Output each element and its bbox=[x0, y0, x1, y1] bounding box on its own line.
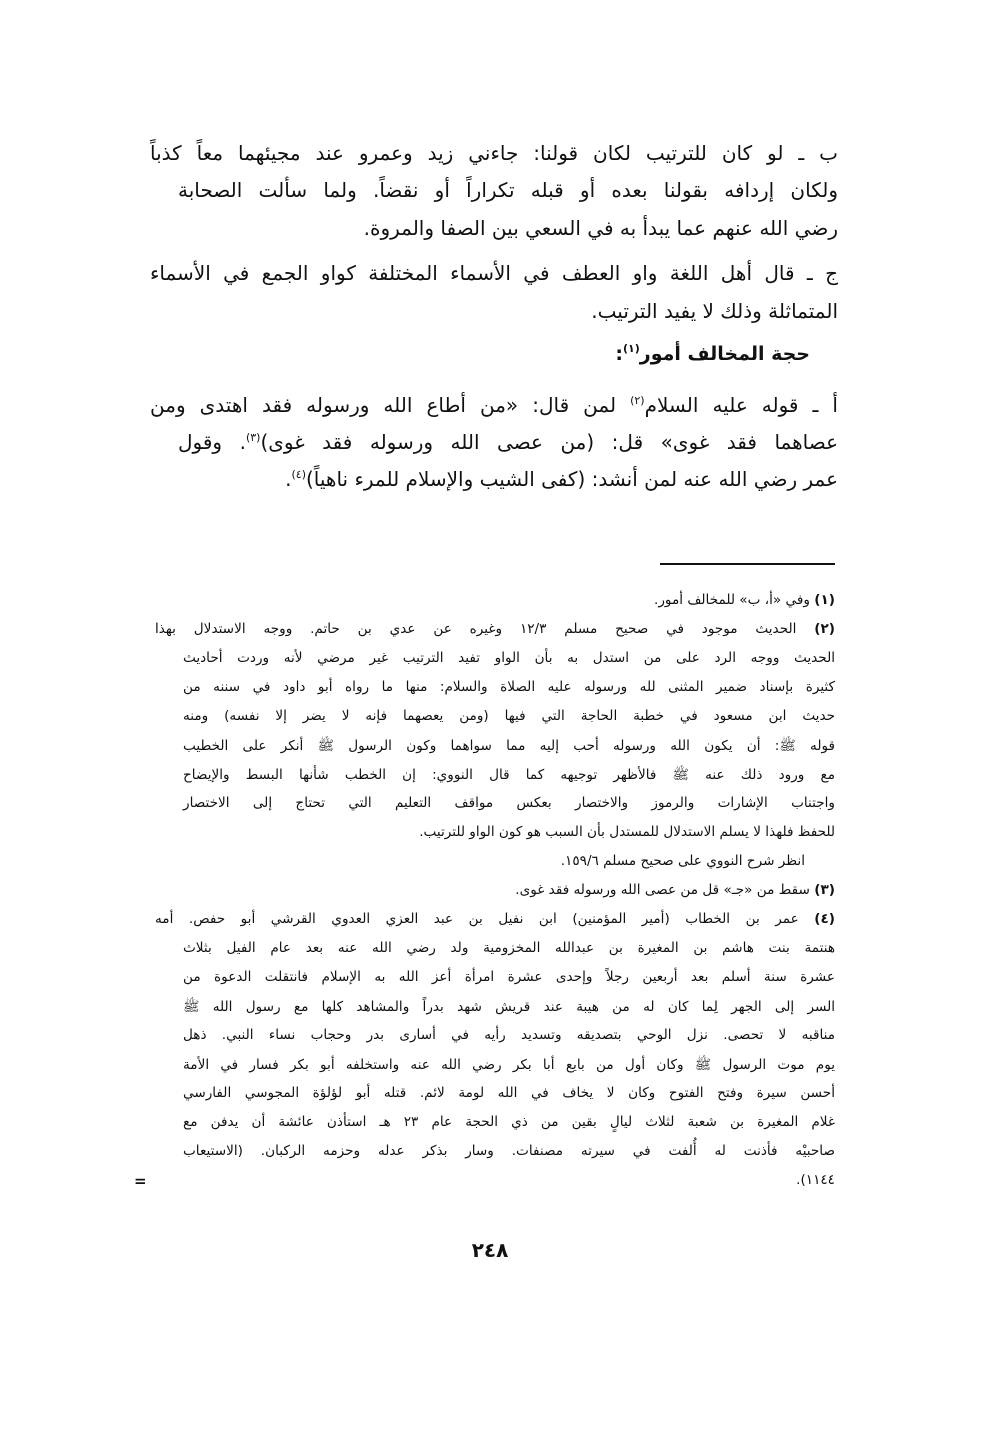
text-run: . وقول bbox=[178, 430, 246, 454]
main-line: رضي الله عنهم عما يبدأ به في السعي بين الصفا والمروة. bbox=[363, 216, 838, 240]
footnote-line: للحفظ فلهذا لا يسلم الاستدلال للمستدل بأن السبب هو كون الواو للترتيب. bbox=[419, 824, 835, 840]
footnote-3 bbox=[155, 882, 835, 898]
text-run: عصاهما فقد غوى» قل: (من عصى الله ورسوله فقد غوى) bbox=[260, 430, 839, 454]
footnote-line: غلام المغيرة بن شعبة لثلاث ليالٍ بقين من ذي الحجة عام ٢٣ هـ استأذن عائشة أن يدفن مع bbox=[183, 1114, 835, 1130]
footnote-line: انظر شرح النووي على صحيح مسلم ١٥٩/٦. bbox=[560, 853, 805, 869]
footnote-4 bbox=[155, 911, 835, 927]
footnote-number: (٤) bbox=[814, 911, 835, 927]
footnote-separator bbox=[660, 563, 835, 565]
footnote-ref: (٤) bbox=[291, 468, 306, 481]
footnote-line: ١١٤٤). bbox=[796, 1172, 835, 1188]
main-line: ولكان إردافه بقولنا بعده أو قبله تكراراً أو نقضاً. ولما سألت الصحابة bbox=[178, 178, 838, 202]
footnote-line: واجتناب الإشارات والرموز والاختصار بعكس مواقف التعليم التي تحتاج إلى الاختصار bbox=[183, 795, 835, 811]
footnote-2 bbox=[155, 621, 835, 637]
footnote-line: مناقبه لا تحصى. نزل الوحي بتصديقه وتسديد رأيه في أسارى بدر وحجاب نساء النبي. ذهل bbox=[183, 1027, 835, 1043]
footnote-line: السر إلى الجهر لِما كان له من هيبة عند قريش شهد بدراً والمشاهد كلها مع رسول الله ﷺ bbox=[183, 999, 835, 1015]
text-run: . bbox=[285, 467, 292, 491]
footnote-line: صاحبيْه فأذنت له أُلفت في سيرته مصنفات. وسار بذكر عدله وحزمه الركبان. (الاستيعاب bbox=[183, 1143, 835, 1159]
continuation-mark: = bbox=[134, 1172, 147, 1190]
main-line bbox=[178, 430, 838, 454]
text-run: عمر رضي الله عنه لمن أنشد: (كفى الشيب والإسلام للمرء ناهياً) bbox=[305, 467, 838, 491]
text-run: أ ـ قوله عليه السلام bbox=[644, 393, 838, 417]
footnote-number: (١) bbox=[814, 592, 835, 608]
footnote-line: قوله ﷺ: أن يكون الله ورسوله أحب إليه مما سواهما وكون الرسول ﷺ أنكر على الخطيب bbox=[183, 738, 835, 754]
footnote-line: عشرة سنة أسلم بعد أربعين رجلاً وإحدى عشرة امرأة أعز الله به الإسلام فانتقلت الدعوة من bbox=[183, 969, 835, 985]
footnote-number: (٣) bbox=[814, 882, 835, 898]
main-line: المتماثلة وذلك لا يفيد الترتيب. bbox=[591, 299, 838, 323]
footnote-line: يوم موت الرسول ﷺ وكان أول من بايع أبا بكر رضي الله عنه واستخلفه أبو بكر فسار في الأمة bbox=[183, 1057, 835, 1073]
text-run: لمن قال: «من أطاع الله ورسوله فقد اهتدى ومن bbox=[150, 393, 631, 417]
footnote-text: سقط من «جـ» قل من عصى الله ورسوله فقد غوى. bbox=[515, 882, 810, 898]
footnote-line: حديث ابن مسعود في خطبة الحاجة التي فيها (ومن يعصهما فإنه لا يضر إلا نفسه) ومنه bbox=[183, 708, 835, 724]
heading-text: حجة المخالف أمور bbox=[639, 343, 810, 365]
footnote-text: وفي «أ، ب» للمخالف أمور. bbox=[654, 592, 810, 608]
section-heading bbox=[615, 343, 810, 365]
footnote-line: هنتمة بنت هاشم بن المغيرة بن عبدالله المخزومية ولد رضي الله عنه بعد عام الفيل بثلاث bbox=[183, 940, 835, 956]
footnote-line: مع ورود ذلك عنه ﷺ فالأظهر توجيهه كما قال النووي: إن الخطب شأنها البسط والإيضاح bbox=[183, 767, 835, 783]
footnote-ref: (١) bbox=[622, 342, 640, 355]
footnote-1 bbox=[155, 592, 835, 608]
main-line: ب ـ لو كان للترتيب لكان قولنا: جاءني زيد وعمرو عند مجيئهما معاً كذباً bbox=[150, 141, 838, 165]
footnote-ref: (٢) bbox=[630, 394, 645, 407]
main-line bbox=[178, 467, 838, 491]
footnote-text: عمر بن الخطاب (أمير المؤمنين) ابن نفيل بن عبد العزي العدوي القرشي أبو حفص. أمه bbox=[155, 911, 799, 927]
main-line: ج ـ قال أهل اللغة واو العطف في الأسماء المختلفة كواو الجمع في الأسماء bbox=[150, 261, 838, 285]
footnote-ref: (٣) bbox=[245, 431, 261, 444]
main-line bbox=[150, 393, 838, 417]
page-number: ٢٤٨ bbox=[471, 1238, 509, 1262]
footnote-line: أحسن سيرة وفتح الفتوح وكان لا يخاف في الله لومة لائم. قتله أبو لؤلؤة المجوسي الفارسي bbox=[183, 1085, 835, 1101]
footnote-line: كثيرة بإسناد ضمير المثنى لله ورسوله عليه الصلاة والسلام: منها ما رواه أبو داود في سننه من bbox=[183, 679, 835, 695]
heading-colon: : bbox=[615, 343, 623, 365]
footnote-line: الحديث ووجه الرد على من استدل به بأن الواو تفيد الترتيب غير مرضي لأنه وردت أحاديث bbox=[183, 650, 835, 666]
footnote-number: (٢) bbox=[814, 621, 835, 637]
footnote-text: الحديث موجود في صحيح مسلم ١٢/٣ وغيره عن عدي بن حاتم. ووجه الاستدلال بهذا bbox=[155, 621, 797, 637]
